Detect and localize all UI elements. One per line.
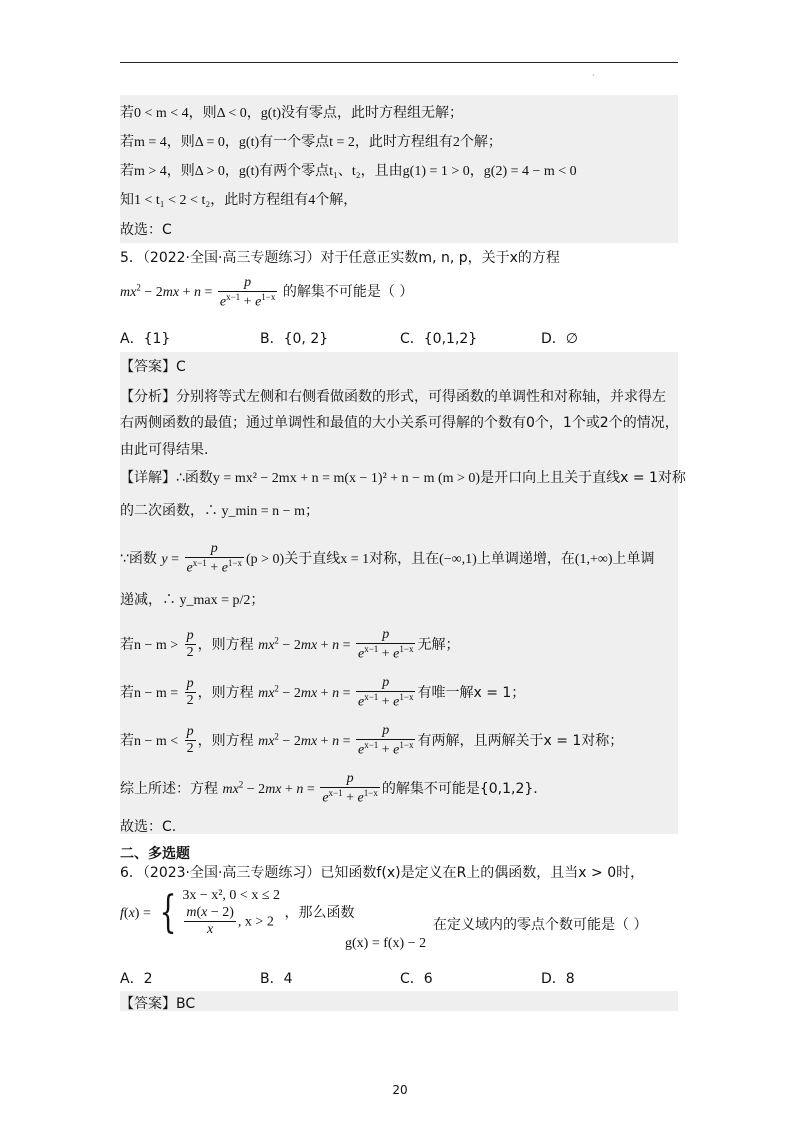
analysis-line-3: 由此可得结果. [120,442,209,458]
detail-line-1 [120,467,686,487]
analysis-line-1: 【分析】分别将等式左侧和右侧看做函数的形式，可得函数的单调性和对称轴，并求得左 [120,389,666,405]
option-6b: B．4 [260,971,293,987]
detail-line-3-mid: (p > 0)关于直线x = 1对称，且在(−∞,1)上单调递增，在(1,+∞)上单调 [246,551,655,567]
question-6-stem: 6．（2023·全国·高三专题练习）已知函数f(x)是定义在R上的偶函数，且当x > 0时， [120,865,645,881]
case-eq-mid: ，则方程 [197,684,254,701]
question-6-gdef: g(x) = f(x) − 2 [345,936,427,951]
question-6-then: ，那么函数 [284,905,355,921]
option-c: C．{0,1,2} [400,331,478,347]
answer-label: 【答案】C [120,359,186,375]
case-gt-mid: ，则方程 [197,636,254,653]
question-5-eq-tail: 的解集不可能是（ ） [282,284,414,301]
detail-line-1-pre: 【详解】∴函数 [120,470,213,486]
question-5-equation: $mx^2 - 2mx + n$ = $\frac{p}{e^{x-1} + e^{1-x}}$ 的解集不可能是（ ） [120,275,414,310]
case-line-1: 若0 < m < 4，则Δ < 0，g(t)没有零点，此时方程组无解； [120,106,464,121]
summary-pre: 综上所述：方程 [120,780,218,797]
header-dot: · [592,71,595,80]
case-lt: 若n − m < $\frac{p}{2}$ ，则方程 $mx^2 - 2mx + n$ = $\frac{p}{e^{x-1} + e^{1-x}}$ 有两解，且两解关于x = 1对称； [120,723,624,758]
piecewise-brace: { [159,887,177,938]
case-lt-pre: 若n − m < [120,733,179,749]
question-5-stem: 5．（2022·全国·高三专题练习）对于任意正实数m, n, p，关于x的方程 [120,250,560,266]
choice-line: 故选：C [120,222,172,238]
question-6-tail: 在定义域内的零点个数可能是（ ） [433,917,648,933]
option-d: D．∅ [541,331,578,347]
final-choice: 故选：C. [120,819,177,835]
section-heading: 二、多选题 [120,846,190,862]
case-gt: 若n − m > $\frac{p}{2}$ ，则方程 $mx^2 - 2mx + n$ = $\frac{p}{e^{x-1} + e^{1-x}}$ 无解； [120,627,460,662]
case-gt-pre: 若n − m > [120,637,179,653]
case-eq-post: 有唯一解x = 1； [417,684,526,701]
answer-6-block [120,991,678,1011]
piece-1: 3x − x², 0 < x ≤ 2 [182,888,281,903]
option-a: A．{1} [120,331,171,347]
detail-line-4: 递减，∴ y_max = p/2； [120,593,265,608]
case-gt-post: 无解； [417,636,460,653]
page-number: 20 [392,1083,408,1097]
case-line-3: 若m > 4，则Δ > 0，g(t)有两个零点t₁、t₂，且由g(1) = 1 > 0，g(2) = 4 − m < 0 [120,164,577,179]
detail-line-3-pre: ∵函数 [120,550,157,567]
case-eq: 若n − m = $\frac{p}{2}$ ，则方程 $mx^2 - 2mx + n$ = $\frac{p}{e^{x-1} + e^{1-x}}$ 有唯一解x = 1； [120,675,526,710]
option-6c: C．6 [400,971,433,987]
option-6d: D．8 [541,971,575,987]
header-rule [120,62,678,63]
detail-line-2: 的二次函数，∴ y_min = n − m； [120,504,319,519]
case-line-4: 知1 < t₁ < 2 < t₂，此时方程组有4个解， [120,193,358,208]
option-6a: A．2 [120,971,153,987]
option-b: B．{0, 2} [260,331,329,347]
detail-line-1-post: 是开口向上且关于直线x = 1对称 [480,470,686,486]
summary-line: 综上所述：方程 $mx^2 - 2mx + n$ = $\frac{p}{e^{x-1} + e^{1-x}}$ 的解集不可能是{0,1,2}. [120,771,538,806]
detail-line-3: ∵函数 y = $\frac{p}{e^{x-1} + e^{1-x}}$ (p > 0)关于直线x = 1对称，且在(−∞,1)上单调递增，在(1,+∞)上单调 [120,541,655,576]
detail-line-1-eq: y = mx² − 2mx + n = m(x − 1)² + n − m (m > 0) [212,471,481,486]
case-lt-post: 有两解，且两解关于x = 1对称； [417,732,624,749]
case-lt-mid: ，则方程 [197,732,254,749]
analysis-line-2: 右两侧函数的最值；通过单调性和最值的大小关系可得解的个数有0个，1个或2个的情况， [120,415,679,431]
question-6-piecewise: f(x) = { 3x − x², 0 < x ≤ 2 $\frac{m(x - 2)}{x}$ , x > 2 ，那么函数 [120,887,355,938]
answer-6-label: 【答案】BC [120,996,196,1012]
case-line-2: 若m = 4，则Δ = 0，g(t)有一个零点t = 2，此时方程组有2个解； [120,135,502,150]
case-eq-pre: 若n − m = [120,685,179,701]
summary-post: 的解集不可能是{0,1,2}. [381,780,538,797]
piece-2-tail: , x > 2 [237,914,274,930]
